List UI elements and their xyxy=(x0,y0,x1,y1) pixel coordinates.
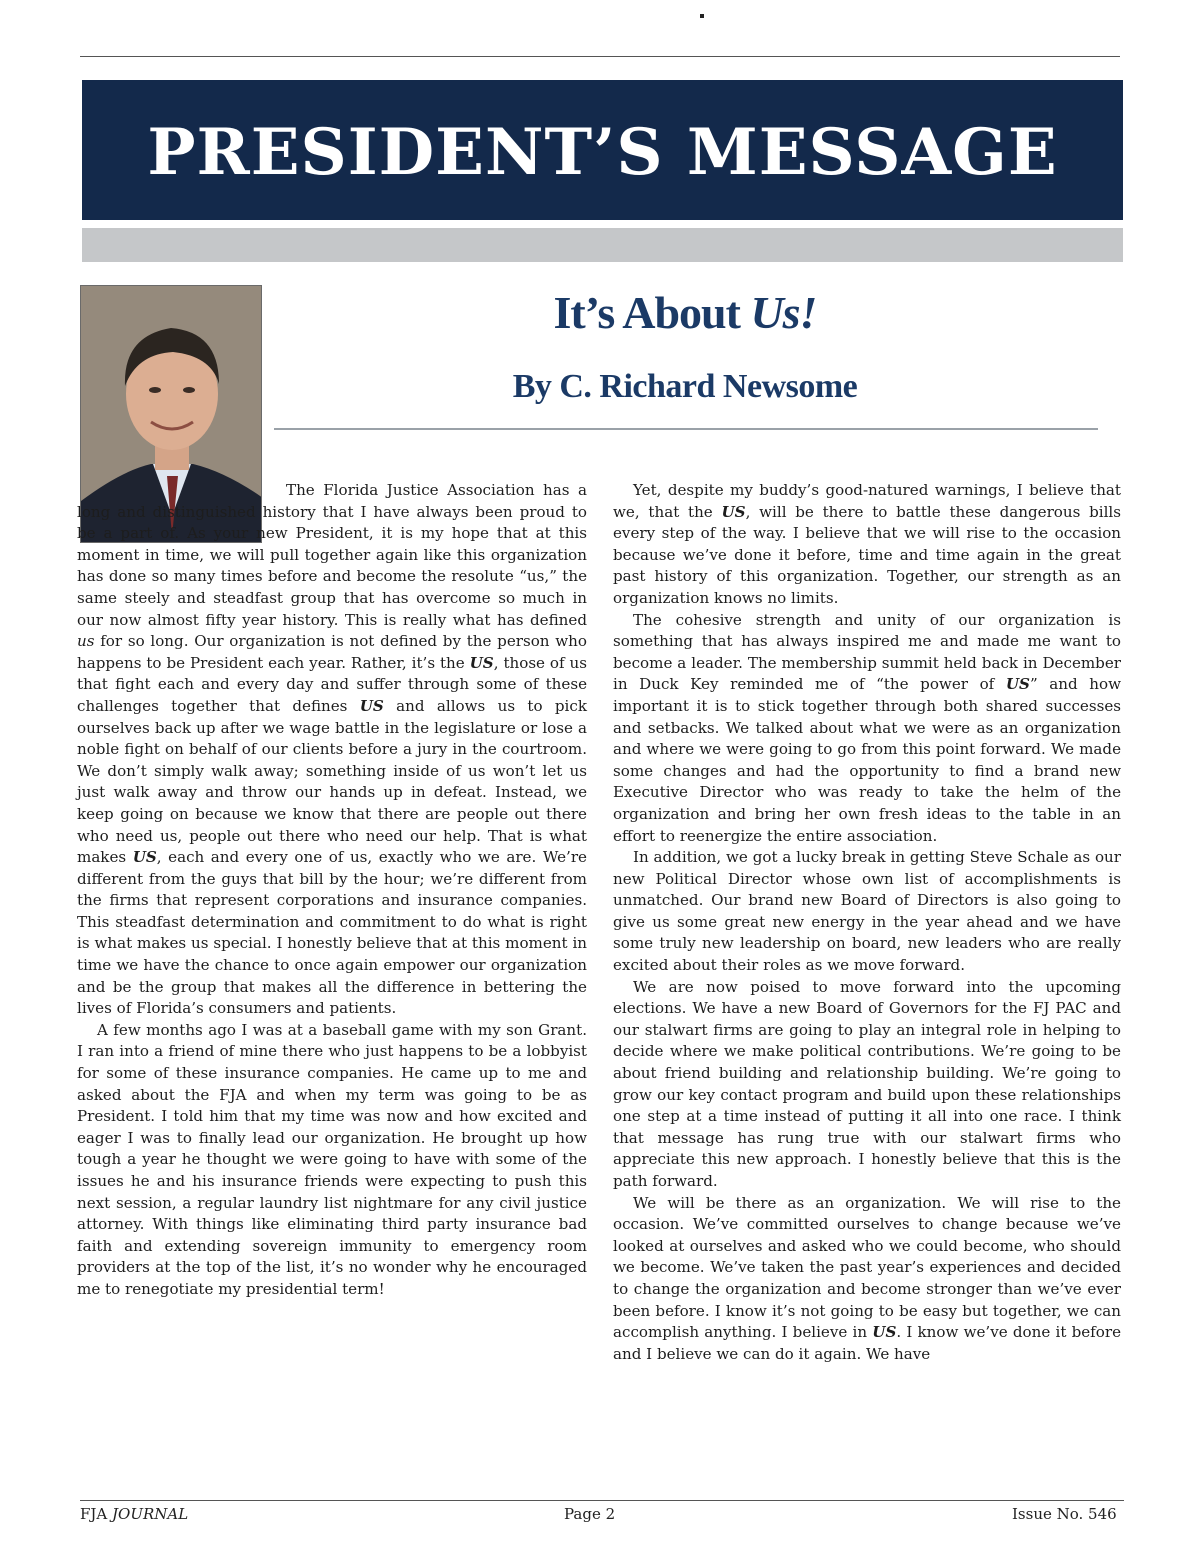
right-p2-text-a: The cohesive strength and unity of our organization is something that has always inspired me and made me want to become a leader. The membership summit held back in December in Duck Key reminded me of “the power of xyxy=(613,610,1121,694)
right-p1-text-a: Yet, despite my buddy’s good-natured warnings, I believe that we, that the xyxy=(613,481,1121,521)
footer-journal-prefix: FJA xyxy=(80,1505,113,1523)
article-title-main: It’s About xyxy=(553,287,751,338)
right-p2-text-b: ” and how important it is to stick together through both shared successes and setbacks. We talked about what we were as an organization and where we were going to go from this point forward. We made some changes and had the opportunity to find a brand new Executive Director who was ready to take the helm of the organization and bring her own fresh ideas to the table in an effort to reenergize the entire association. xyxy=(613,675,1122,845)
right-paragraph-5 xyxy=(613,1193,1121,1366)
right-paragraph-1 xyxy=(613,480,1121,610)
footer-journal xyxy=(80,1505,188,1523)
footer-issue-number: Issue No. 546 xyxy=(1012,1505,1117,1523)
footer-page-number: Page 2 xyxy=(564,1505,616,1523)
us-emphasis: US xyxy=(1005,675,1030,694)
left-p1-us-italic: us xyxy=(77,632,95,651)
us-emphasis: US xyxy=(721,502,746,521)
us-emphasis: US xyxy=(132,848,157,867)
us-emphasis: US xyxy=(359,696,384,715)
title-rule xyxy=(274,428,1098,430)
article-title xyxy=(280,286,1090,339)
us-emphasis: US xyxy=(469,653,494,672)
right-paragraph-4: We are now poised to move forward into the upcoming elections. We have a new Board of Governors for the FJ PAC and our stalwart firms are going to play an integral role in helping to decide where we make political contributions. We’re going to be about friend building and relationship building. We’re going to grow our key contact program and build upon these relationships one step at a time instead of putting it all into one race. I think that message has rung true with our stalwart firms who appreciate this new approach. I honestly believe that this is the path forward. xyxy=(613,977,1121,1190)
top-rule xyxy=(80,56,1120,57)
left-p1-text-e: , each and every one of us, exactly who we are. We’re different from the guys that bill by the hour; we’re different from the firms that represent corporations and insurance companies. This steadfast determination and commitment to do what is right is what makes us special. I honestly believe that at this moment in time we have the chance to once again empower our organization and be the group that makes all the difference in bettering the lives of Florida’s consumers and patients. xyxy=(77,848,587,1018)
article-title-emphasis: Us! xyxy=(750,287,817,338)
left-paragraph-1 xyxy=(77,480,587,1020)
right-p1-text-b: , will be there to battle these dangerous bills every step of the way. I believe that we will rise to the occasion because we’ve done it before, time and time again in the great past history of this organization. Together, our strength as an organization knows no limits. xyxy=(613,502,1121,607)
footer-journal-name: JOURNAL xyxy=(112,1505,189,1523)
page-dot xyxy=(700,14,704,18)
left-p1-text-a: The Florida Justice Association has a long and distinguished history that I have always been proud to be a part of. As your new President, it is my hope that at this moment in time, we will pull together again like this organization has done so many times before and become the resolute “us,” the same steely and steadfast group that has overcome so much in our now almost fifty year history. This is really what has defined xyxy=(77,481,587,629)
banner-title: PRESIDENT’S MESSAGE xyxy=(147,114,1058,190)
footer-rule xyxy=(80,1500,1124,1501)
left-paragraph-2: A few months ago I was at a baseball game with my son Grant. I ran into a friend of mine there who just happens to be a lobbyist for some of these insurance companies. He came up to me and asked about the FJA and when my term was going to be as President. I told him that my time was now and how excited and eager I was to finally lead our organization. He brought up how tough a year he thought we were going to have with some of the issues he and his insurance friends were expecting to push this next session, a regular laundry list nightmare for any civil justice attorney. With things like eliminating third party insurance bad faith and extending sovereign immunity to emergency room providers at the top of the list, it’s no wonder why he encouraged me to renegotiate my presidential term! xyxy=(77,1020,587,1298)
left-p1-text-d: and allows us to pick ourselves back up after we wage battle in the legislature or lose a noble fight on behalf of our clients before a jury in the courtroom. We don’t simply walk away; something inside of us won’t let us just walk away and throw our hands up in defeat. Instead, we keep going on because we know that there are people out there who need us, people out there who need our help. That is what makes xyxy=(77,696,587,867)
left-column xyxy=(77,480,587,1301)
right-p5-text-a: We will be there as an organization. We will rise to the occasion. We’ve committed ourselves to change because we’ve looked at ourselves and asked who we could become, who should we become. We’ve taken the past year’s experiences and decided to change the organization and become stronger than we’ve ever been before. I know it’s not going to be easy but together, we can accomplish anything. I believe in xyxy=(613,1193,1121,1342)
article-byline: By C. Richard Newsome xyxy=(512,368,858,405)
left-p1-text-b: for so long. Our organization is not defined by the person who happens to be President each year. Rather, it’s the xyxy=(77,632,587,672)
left-p1-text-c: , those of us that fight each and every day and suffer through some of these challenges together that defines xyxy=(77,653,587,715)
right-paragraph-2 xyxy=(613,610,1121,848)
banner-strip xyxy=(82,228,1123,262)
right-column xyxy=(613,480,1121,1365)
right-paragraph-3: In addition, we got a lucky break in getting Steve Schale as our new Political Director whose own list of accomplishments is unmatched. Our brand new Board of Directors is also going to give us some great new energy in the year ahead and we have some truly new leadership on board, new leaders who are really excited about their roles as we move forward. xyxy=(613,848,1121,975)
section-banner xyxy=(82,80,1123,220)
right-p5-text-b: . I know we’ve done it before and I believe we can do it again. We have xyxy=(613,1323,1121,1363)
us-emphasis: US xyxy=(872,1323,897,1342)
